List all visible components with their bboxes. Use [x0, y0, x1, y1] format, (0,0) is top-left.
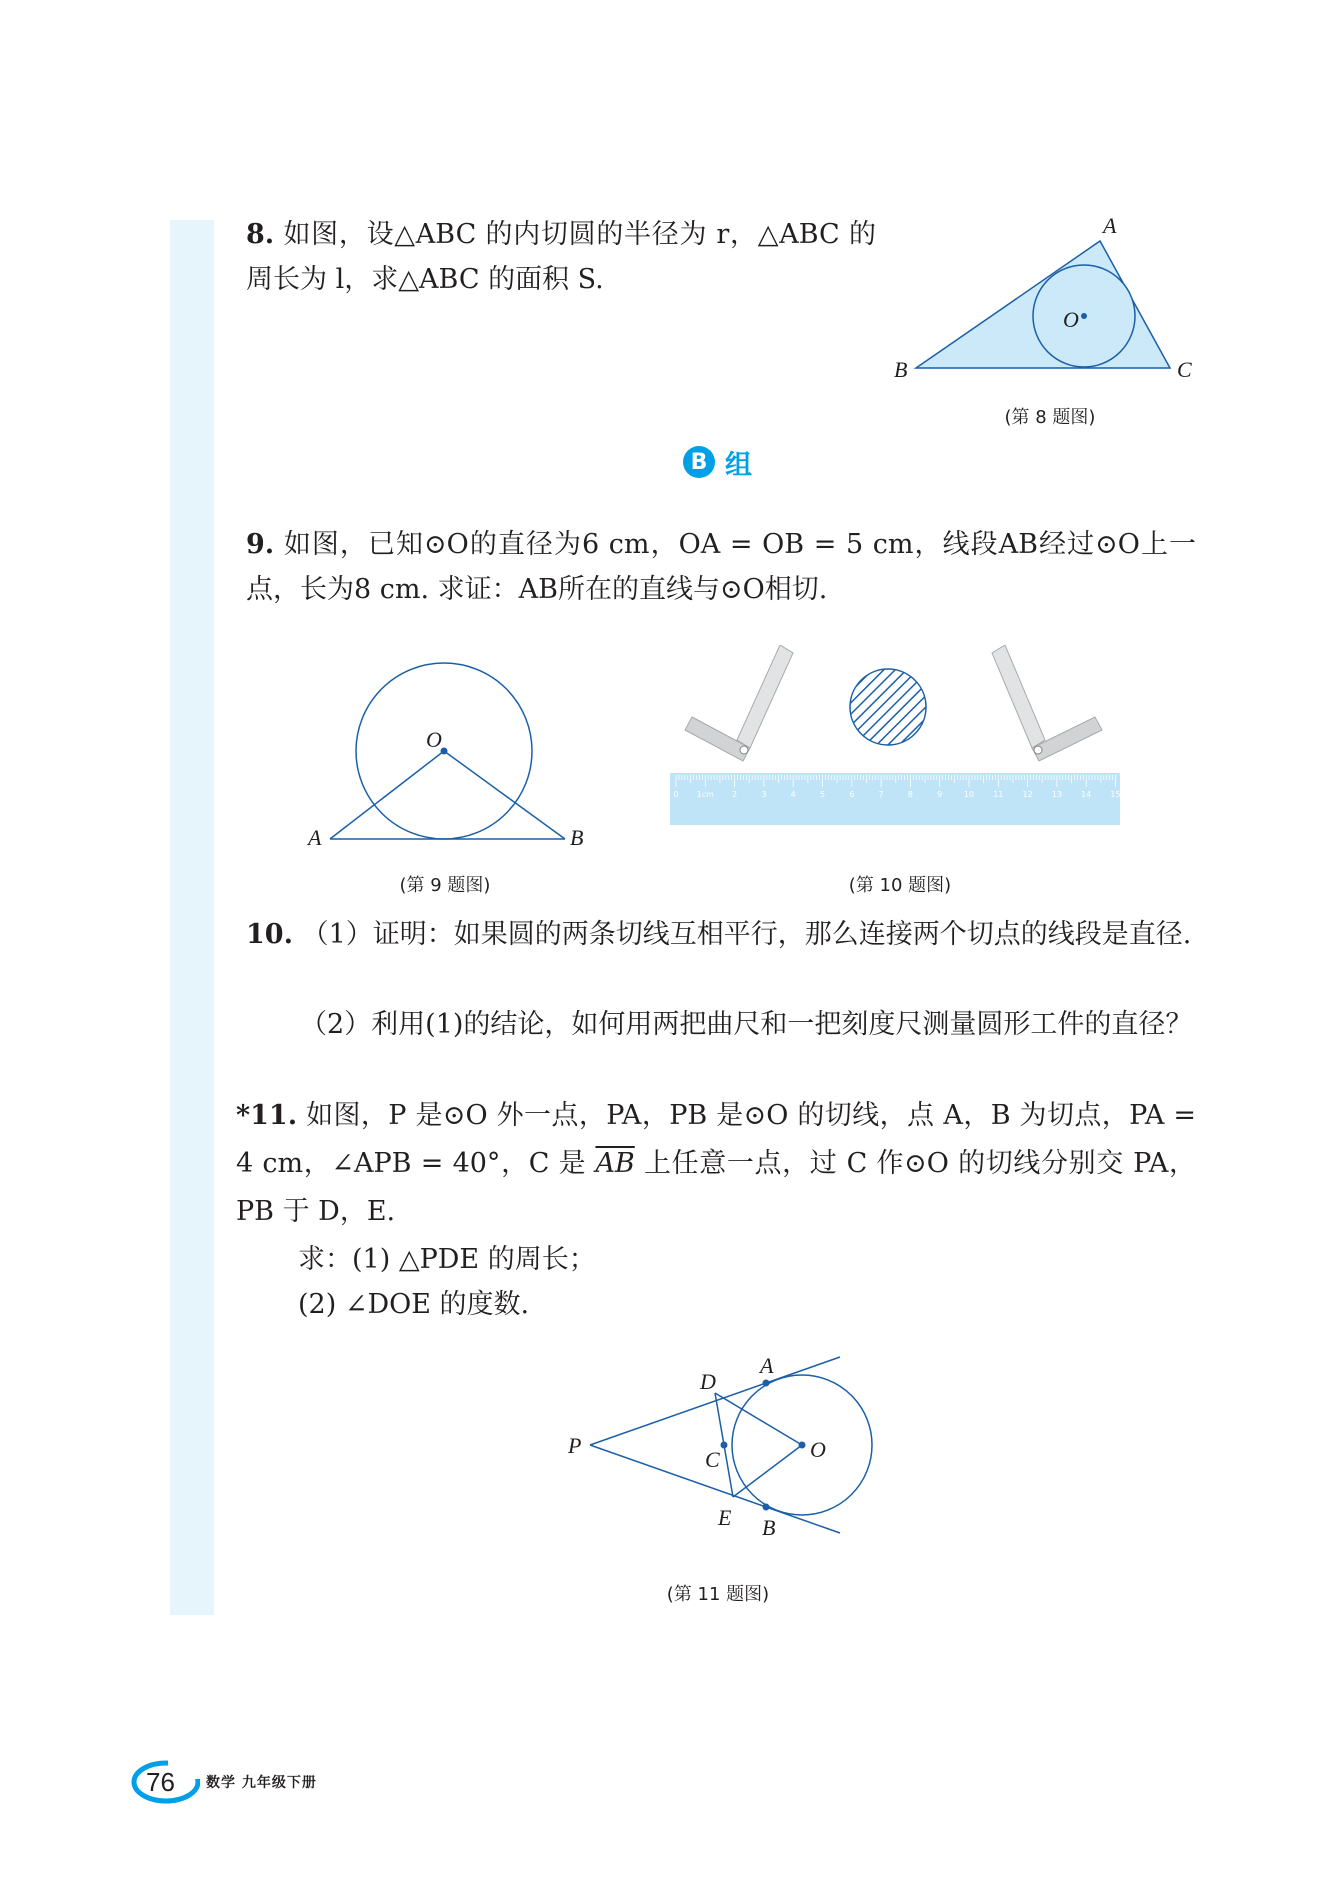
label-b: B: [894, 357, 908, 382]
group-badge: B: [683, 446, 715, 478]
workpiece-circle: [850, 669, 926, 745]
page-footer: [128, 1758, 317, 1806]
caption-fig10: (第 10 题图): [848, 875, 952, 896]
ruler-tick-label: 1cm: [696, 790, 714, 799]
point-a: [763, 1380, 770, 1387]
label-a: A: [308, 825, 322, 850]
ruler-tick-label: 4: [790, 790, 796, 799]
problem-11-question-1-text: 求：(1) △PDE 的周长；: [298, 1244, 596, 1275]
problem-10-number: 10.: [246, 919, 293, 950]
figure-8: [880, 215, 1200, 395]
segment-eo: [733, 1445, 802, 1497]
figure-9: [300, 655, 600, 855]
book-title: 数学 九年级下册: [206, 1775, 317, 1791]
label-d: D: [700, 1369, 716, 1394]
label-p: P: [568, 1433, 582, 1458]
caption-fig9: (第 9 题图): [399, 875, 491, 896]
label-c: C: [1177, 357, 1192, 382]
label-b: B: [570, 825, 584, 850]
scale-ruler: [670, 773, 1121, 825]
page-number-badge: [128, 1759, 200, 1805]
ruler-tick-label: 8: [907, 790, 913, 799]
ruler-tick-label: 9: [937, 790, 943, 799]
problem-10-part1: [246, 912, 1196, 957]
problem-11-text-b: 上任意一点，过 C 作⊙O 的切线分别交 PA，PB 于 D，E.: [236, 1148, 1196, 1227]
label-o: O: [810, 1437, 826, 1462]
segment-oa: [330, 751, 444, 839]
problem-9-number: 9.: [246, 529, 275, 560]
problem-9: [246, 522, 1196, 612]
ruler-tick-label: 11: [993, 790, 1004, 799]
ruler-tick-label: 13: [1051, 790, 1062, 799]
group-label: 组: [725, 449, 752, 481]
ruler-tick-label: 5: [819, 790, 826, 799]
label-a: A: [1103, 215, 1117, 238]
problem-10-part2: [246, 1002, 1196, 1047]
ruler-tick-label: 10: [963, 790, 975, 799]
caption-fig8: (第 8 题图): [1004, 407, 1096, 428]
problem-11: [236, 1092, 1196, 1236]
problem-11-question-2: [298, 1282, 998, 1327]
problem-11-question-2-text: (2) ∠DOE 的度数.: [298, 1289, 530, 1320]
ruler-tick-label: 0: [673, 790, 679, 799]
segment-do: [715, 1393, 802, 1445]
problem-10-part1-text: （1）证明：如果圆的两条切线互相平行，那么连接两个切点的线段是直径.: [292, 919, 1192, 950]
ruler-tick-label: 3: [761, 790, 767, 799]
problem-8-number: 8.: [246, 219, 275, 250]
page-number: 76: [146, 1767, 175, 1797]
point-b: [763, 1504, 770, 1511]
point-c: [721, 1442, 728, 1449]
label-a: A: [760, 1353, 774, 1378]
arc-ab: $\overline{AB}$: [595, 1148, 635, 1179]
label-b: B: [762, 1515, 776, 1540]
problem-8-text: 如图，设△ABC 的内切圆的半径为 r，△ABC 的周长为 l，求△ABC 的面积 S.: [246, 219, 876, 295]
group-b-heading: [683, 442, 752, 482]
problem-10-part2-text: （2）利用(1)的结论，如何用两把曲尺和一把刻度尺测量圆形工件的直径？: [300, 1009, 1193, 1040]
problem-9-text: 如图，已知⊙O的直径为6 cm，OA = OB = 5 cm，线段AB经过⊙O上一点，长为8 cm. 求证：AB所在的直线与⊙O相切.: [246, 529, 1196, 605]
point-o: [799, 1442, 806, 1449]
label-e: E: [718, 1505, 732, 1530]
caption-fig11: (第 11 题图): [666, 1584, 770, 1605]
problem-11-text-a: 如图，P 是⊙O 外一点，PA，PB 是⊙O 的切线，点 A，B 为切点，PA = 4 cm，∠APB = 40°，C 是: [236, 1100, 1196, 1179]
figure-11: [560, 1345, 890, 1545]
segment-ob: [444, 751, 565, 839]
label-o: O: [426, 727, 442, 752]
right-square-ruler: [992, 645, 1102, 761]
label-c: C: [705, 1447, 720, 1472]
ruler-tick-label: 2: [732, 790, 738, 799]
ruler-tick-label: 14: [1081, 790, 1092, 799]
figure-10: [670, 645, 1130, 830]
problem-8: [246, 212, 876, 302]
problem-11-question-1: [298, 1237, 998, 1282]
ruler-tick-label: 6: [849, 790, 855, 799]
margin-sidebar: [170, 220, 214, 1615]
ruler-tick-label: 15: [1110, 790, 1121, 799]
ruler-tick-label: 12: [1022, 790, 1033, 799]
ruler-tick-label: 7: [878, 790, 884, 799]
left-square-ruler: [685, 645, 793, 761]
label-o: O: [1063, 307, 1079, 332]
problem-11-number: *11.: [236, 1100, 298, 1131]
incenter-dot: [1081, 313, 1087, 319]
